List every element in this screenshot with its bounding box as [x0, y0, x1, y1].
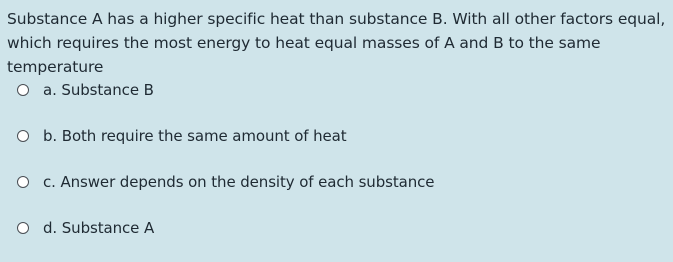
option-d-label[interactable]: d. Substance A	[43, 219, 155, 237]
option-d[interactable]	[14, 216, 654, 240]
option-b[interactable]	[14, 124, 654, 148]
option-c[interactable]	[14, 170, 654, 194]
option-c-label[interactable]: c. Answer depends on the density of each substance	[43, 173, 435, 191]
option-a[interactable]	[14, 78, 654, 102]
radio-button-d[interactable]	[17, 222, 29, 234]
question-text: Substance A has a higher specific heat than substance B. With all other factors equal, which requires the most energy to heat equal masses of A and B to the same temperature	[7, 10, 666, 76]
radio-button-a[interactable]	[17, 84, 29, 96]
option-a-label[interactable]: a. Substance B	[43, 81, 154, 99]
option-b-label[interactable]: b. Both require the same amount of heat	[43, 127, 347, 145]
radio-button-c[interactable]	[17, 176, 29, 188]
radio-button-b[interactable]	[17, 130, 29, 142]
answer-options	[14, 78, 654, 262]
